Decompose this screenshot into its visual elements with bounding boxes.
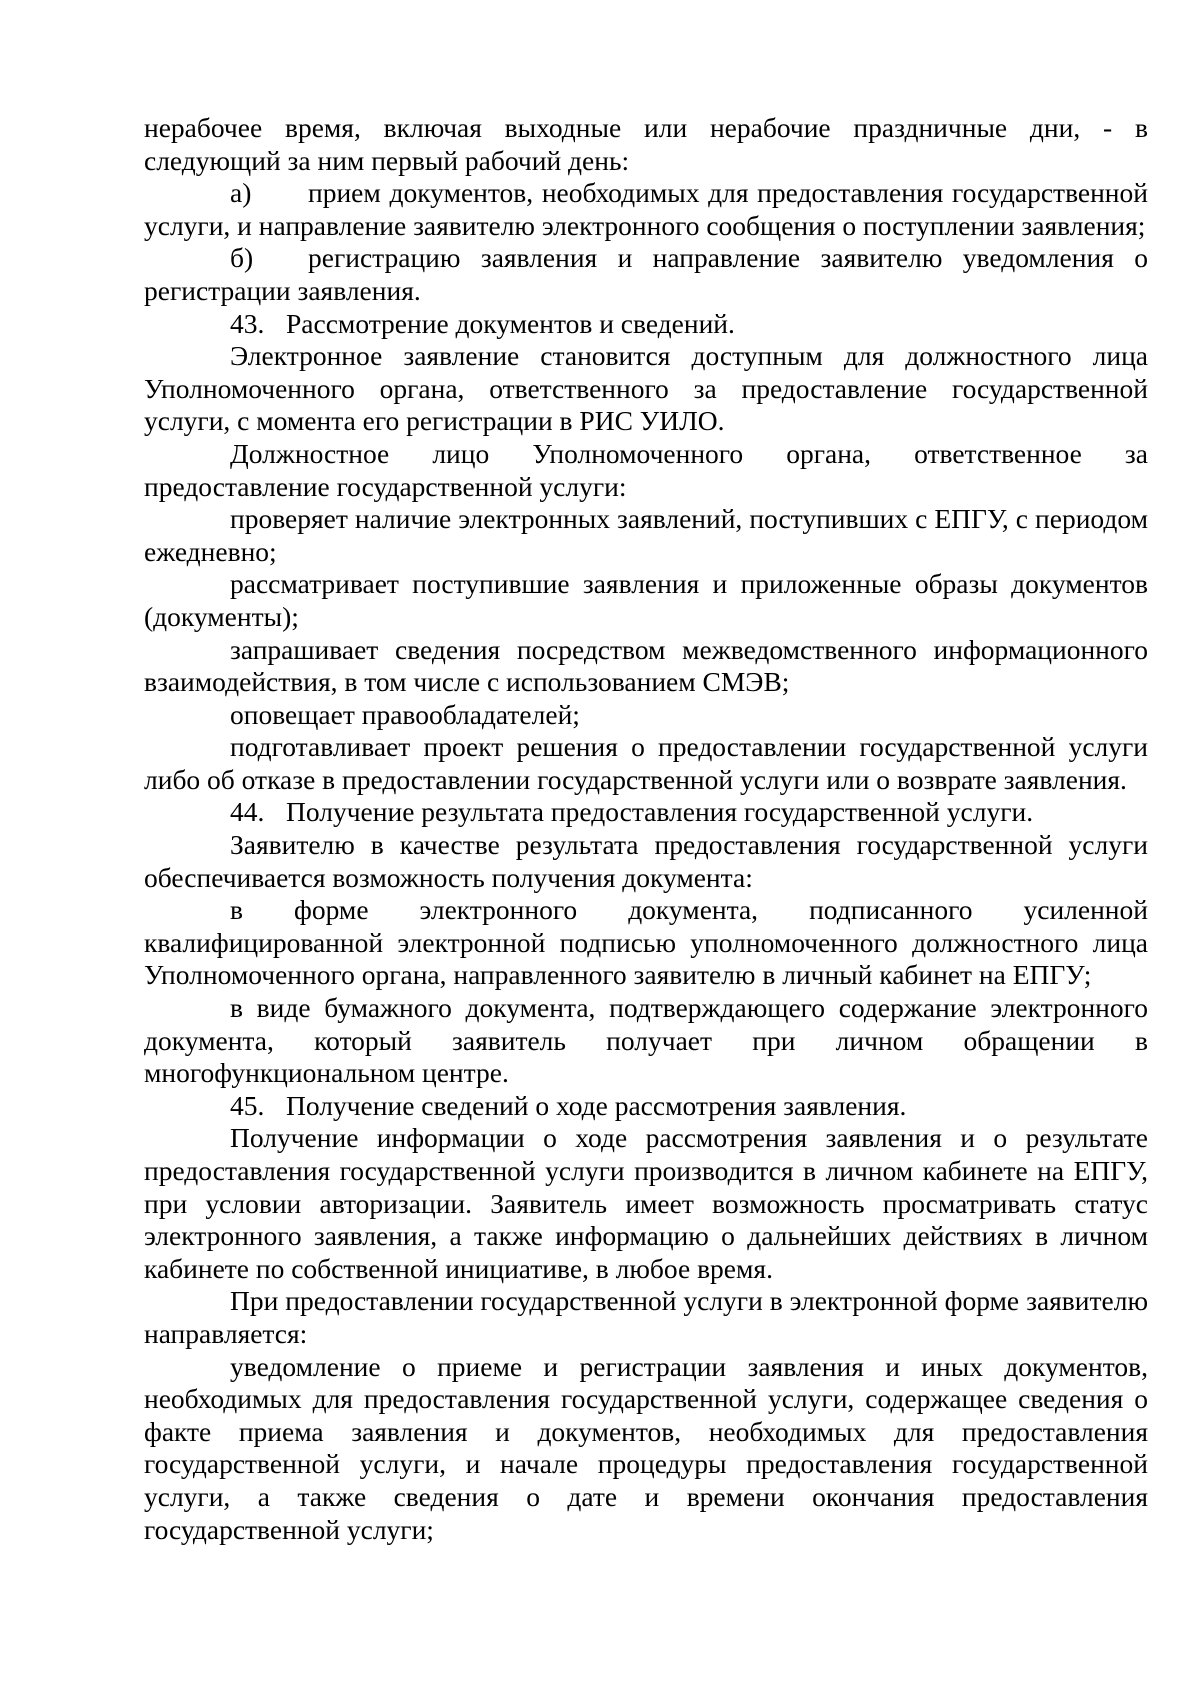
item-label: а) <box>230 177 252 209</box>
paragraph: проверяет наличие электронных заявлений, поступивших с ЕПГУ, с периодом ежедневно; <box>144 503 1148 567</box>
section-number: 43. <box>230 307 265 339</box>
section-heading-45 <box>144 1090 1148 1123</box>
paragraph: подготавливает проект решения о предоставлении государственной услуги либо об отказе в предоставлении государственной услуги или о возврате заявления. <box>144 731 1148 795</box>
item-text: прием документов, необходимых для предоставления государственной услуги, и направление заявителю электронного сообщения о поступлении заявления; <box>144 177 1148 241</box>
paragraph: рассматривает поступившие заявления и приложенные образы документов (документы); <box>144 568 1148 632</box>
section-title: Получение сведений о ходе рассмотрения заявления. <box>286 1089 907 1121</box>
document-page <box>144 112 1148 1546</box>
paragraph: в виде бумажного документа, подтверждающего содержание электронного документа, который заявитель получает при личном обращении в многофункциональном центре. <box>144 992 1148 1089</box>
paragraph: При предоставлении государственной услуги в электронной форме заявителю направляется: <box>144 1285 1148 1349</box>
paragraph: оповещает правообладателей; <box>230 698 580 730</box>
section-heading-44 <box>144 796 1148 829</box>
paragraph: уведомление о приеме и регистрации заявления и иных документов, необходимых для предоставления государственной услуги, содержащее сведения о факте приема заявления и документов, необходимых для предоставления государственной услуги, и начале процедуры предоставления государственной услуги, а также сведения о дате и времени окончания предоставления государственной услуги; <box>144 1350 1148 1545</box>
section-number: 45. <box>230 1089 265 1121</box>
item-text: регистрацию заявления и направление заявителю уведомления о регистрации заявления. <box>144 242 1148 306</box>
section-heading-43 <box>144 308 1148 341</box>
paragraph: Должностное лицо Уполномоченного органа, ответственное за предоставление государственной услуги: <box>144 437 1148 502</box>
paragraph: Заявителю в качестве результата предоставления государственной услуги обеспечивается возможность получения документа: <box>144 829 1148 893</box>
paragraph: Получение информации о ходе рассмотрения заявления и о результате предоставления государственной услуги производится в личном кабинете на ЕПГУ, при условии авторизации. Заявитель имеет возможность просматривать статус электронного заявления, а также информацию о дальнейших действиях в личном кабинете по собственной инициативе, в любое время. <box>144 1122 1148 1284</box>
section-title: Рассмотрение документов и сведений. <box>286 307 735 339</box>
paragraph: запрашивает сведения посредством межведомственного информационного взаимодействия, в том числе с использованием СМЭВ; <box>144 633 1148 698</box>
section-title: Получение результата предоставления государственной услуги. <box>286 796 1034 828</box>
list-item-b <box>144 242 1148 307</box>
list-item-a <box>144 177 1148 242</box>
paragraph: в форме электронного документа, подписанного усиленной квалифицированной электронной подписью уполномоченного должностного лица Уполномоченного органа, направленного заявителю в личный кабинет на ЕПГУ; <box>144 894 1148 991</box>
paragraph-continuation: нерабочее время, включая выходные или нерабочие праздничные дни, - в следующий за ним первый рабочий день: <box>144 112 1148 176</box>
item-label: б) <box>230 242 254 274</box>
paragraph: Электронное заявление становится доступным для должностного лица Уполномоченного органа, ответственного за предоставление государственной услуги, с момента его регистрации в РИС УИЛО. <box>144 340 1148 437</box>
section-number: 44. <box>230 796 265 828</box>
